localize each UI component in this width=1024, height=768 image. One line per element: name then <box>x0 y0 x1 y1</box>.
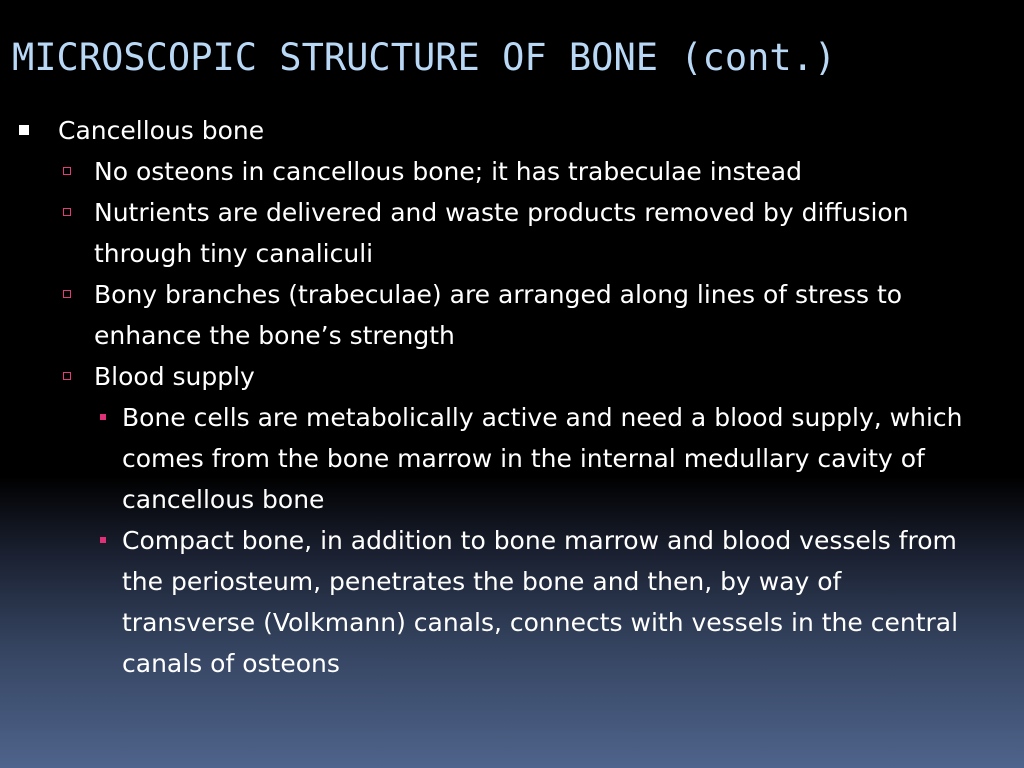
bullet-item <box>0 520 967 684</box>
small-square-bullet-icon <box>100 537 106 543</box>
bullet-text: Cancellous bone <box>58 116 265 145</box>
hollow-square-bullet-icon <box>63 208 71 216</box>
bullet-item <box>0 192 969 274</box>
bullet-text: Bony branches (trabeculae) are arranged along lines of stress to enhance the bone’s strength <box>94 280 903 350</box>
bullet-text: No osteons in cancellous bone; it has trabeculae instead <box>94 157 802 186</box>
slide-title: MICROSCOPIC STRUCTURE OF BONE (cont.) <box>12 36 837 79</box>
small-square-bullet-icon <box>100 414 106 420</box>
square-bullet-icon <box>19 125 29 135</box>
bullet-item <box>0 110 998 151</box>
bullet-item <box>0 356 969 397</box>
bullet-text: Nutrients are delivered and waste products removed by diffusion through tiny canaliculi <box>94 198 909 268</box>
bullet-list <box>0 110 1010 684</box>
bullet-item <box>0 397 967 520</box>
hollow-square-bullet-icon <box>63 372 71 380</box>
bullet-text: Compact bone, in addition to bone marrow and blood vessels from the periosteum, penetrates the bone and then, by way of transverse (Volkmann) canals, connects with vessels in the central canals of osteons <box>122 526 959 678</box>
bullet-item <box>0 151 969 192</box>
hollow-square-bullet-icon <box>63 290 71 298</box>
bullet-text: Bone cells are metabolically active and need a blood supply, which comes from the bone marrow in the internal medullary cavity of cancellous bone <box>122 403 963 514</box>
bullet-text: Blood supply <box>94 362 255 391</box>
bullet-item <box>0 274 969 356</box>
hollow-square-bullet-icon <box>63 167 71 175</box>
